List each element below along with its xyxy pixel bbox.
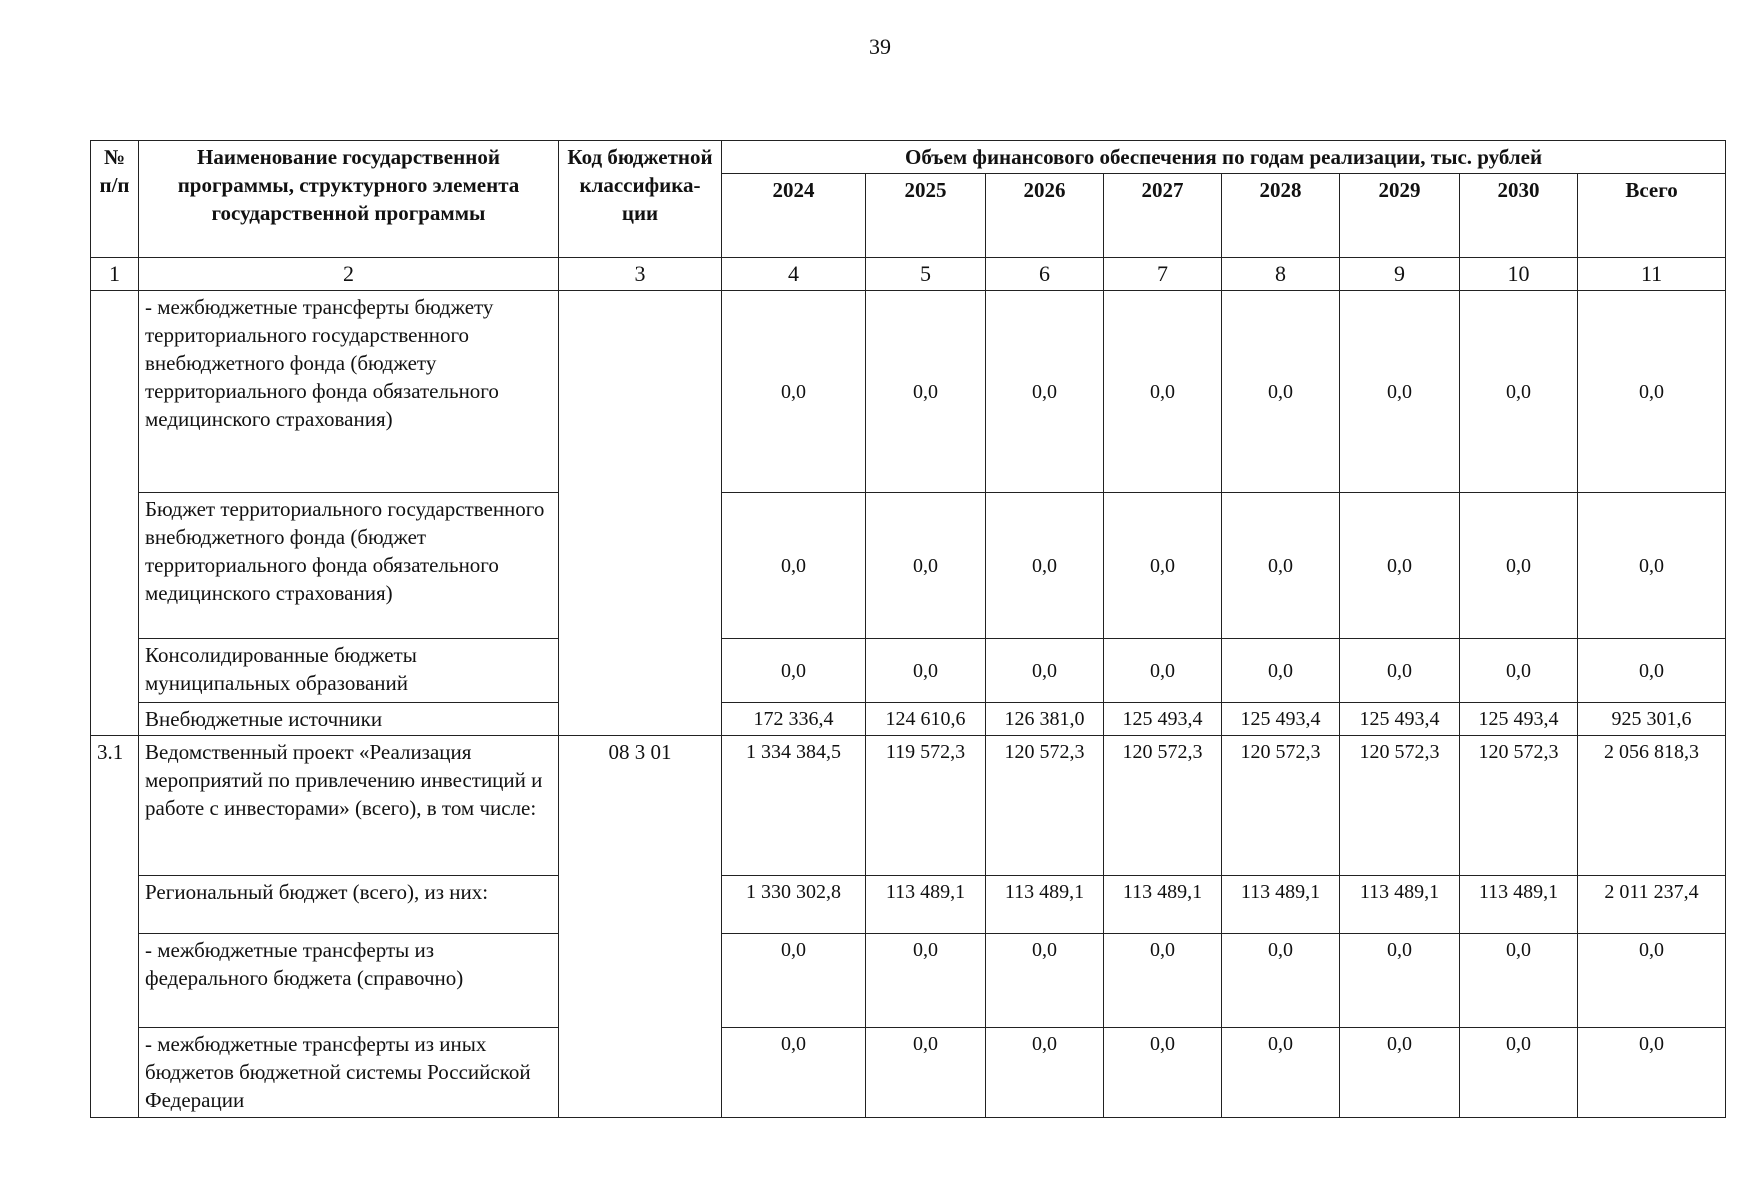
value-cell: 0,0 [722, 493, 866, 639]
row-name: Ведомственный проект «Реализация мероприятий по привлечению инвестиций и работе с инвесторами» (всего), в том числе: [139, 736, 559, 876]
row-num-cell [91, 291, 139, 736]
column-number: 1 [91, 258, 139, 291]
row-code-cell: 08 3 01 [559, 736, 722, 1118]
row-name: Бюджет территориального государственного внебюджетного фонда (бюджет территориального фонда обязательного медицинского страхования) [139, 493, 559, 639]
table-row [91, 934, 1726, 1028]
table-row [91, 736, 1726, 876]
table-row [91, 876, 1726, 934]
row-num-cell: 3.1 [91, 736, 139, 1118]
value-cell: 0,0 [1340, 1028, 1460, 1118]
header-total: Всего [1578, 174, 1726, 258]
table-row [91, 493, 1726, 639]
value-cell: 0,0 [866, 291, 986, 493]
value-cell: 0,0 [1104, 291, 1222, 493]
value-cell: 113 489,1 [1460, 876, 1578, 934]
value-cell: 113 489,1 [866, 876, 986, 934]
value-cell: 0,0 [1460, 493, 1578, 639]
budget-table [90, 140, 1726, 1118]
column-number: 9 [1340, 258, 1460, 291]
header-year: 2025 [866, 174, 986, 258]
value-cell: 0,0 [722, 934, 866, 1028]
header-name: Наименование государственной программы, структурного элемента государственной программы [139, 141, 559, 258]
value-cell: 0,0 [1578, 493, 1726, 639]
column-number: 7 [1104, 258, 1222, 291]
value-cell: 2 056 818,3 [1578, 736, 1726, 876]
value-cell: 0,0 [1222, 291, 1340, 493]
row-name: Консолидированные бюджеты муниципальных образований [139, 639, 559, 703]
header-year: 2028 [1222, 174, 1340, 258]
header-year: 2030 [1460, 174, 1578, 258]
value-cell: 0,0 [1104, 639, 1222, 703]
value-cell: 0,0 [986, 1028, 1104, 1118]
value-cell: 0,0 [1222, 493, 1340, 639]
value-cell: 0,0 [866, 639, 986, 703]
row-name: - межбюджетные трансферты бюджету территориального государственного внебюджетного фонда (бюджету территориального фонда обязательного медицинского страхования) [139, 291, 559, 493]
table-row [91, 703, 1726, 736]
value-cell: 0,0 [1340, 639, 1460, 703]
value-cell: 0,0 [1460, 291, 1578, 493]
value-cell: 0,0 [722, 291, 866, 493]
row-name: - межбюджетные трансферты из федерального бюджета (справочно) [139, 934, 559, 1028]
value-cell: 0,0 [986, 493, 1104, 639]
value-cell: 0,0 [1340, 934, 1460, 1028]
value-cell: 0,0 [722, 639, 866, 703]
value-cell: 113 489,1 [1222, 876, 1340, 934]
value-cell: 0,0 [1340, 493, 1460, 639]
header-year: 2027 [1104, 174, 1222, 258]
value-cell: 0,0 [986, 291, 1104, 493]
header-code: Код бюджетной классифика-ции [559, 141, 722, 258]
column-number: 5 [866, 258, 986, 291]
header-num: № п/п [91, 141, 139, 258]
value-cell: 0,0 [1578, 639, 1726, 703]
column-number: 4 [722, 258, 866, 291]
value-cell: 120 572,3 [1222, 736, 1340, 876]
value-cell: 119 572,3 [866, 736, 986, 876]
row-code-cell [559, 291, 722, 736]
table-row [91, 639, 1726, 703]
row-name: Региональный бюджет (всего), из них: [139, 876, 559, 934]
value-cell: 0,0 [1104, 1028, 1222, 1118]
value-cell: 1 330 302,8 [722, 876, 866, 934]
value-cell: 124 610,6 [866, 703, 986, 736]
value-cell: 1 334 384,5 [722, 736, 866, 876]
column-number: 3 [559, 258, 722, 291]
column-number: 6 [986, 258, 1104, 291]
value-cell: 120 572,3 [1340, 736, 1460, 876]
row-name: - межбюджетные трансферты из иных бюджетов бюджетной системы Российской Федерации [139, 1028, 559, 1118]
value-cell: 0,0 [1578, 934, 1726, 1028]
value-cell: 125 493,4 [1340, 703, 1460, 736]
value-cell: 0,0 [866, 934, 986, 1028]
value-cell: 120 572,3 [1460, 736, 1578, 876]
header-row-1 [91, 141, 1726, 174]
value-cell: 125 493,4 [1104, 703, 1222, 736]
column-number: 2 [139, 258, 559, 291]
header-volume: Объем финансового обеспечения по годам реализации, тыс. рублей [722, 141, 1726, 174]
value-cell: 0,0 [1222, 639, 1340, 703]
value-cell: 0,0 [1460, 1028, 1578, 1118]
column-number: 11 [1578, 258, 1726, 291]
header-year: 2024 [722, 174, 866, 258]
table-row [91, 291, 1726, 493]
value-cell: 0,0 [986, 934, 1104, 1028]
table-row [91, 1028, 1726, 1118]
value-cell: 2 011 237,4 [1578, 876, 1726, 934]
column-number: 8 [1222, 258, 1340, 291]
value-cell: 0,0 [866, 1028, 986, 1118]
column-number-row [91, 258, 1726, 291]
value-cell: 0,0 [1578, 1028, 1726, 1118]
value-cell: 0,0 [1104, 493, 1222, 639]
row-name: Внебюджетные источники [139, 703, 559, 736]
value-cell: 113 489,1 [1104, 876, 1222, 934]
value-cell: 0,0 [1222, 1028, 1340, 1118]
value-cell: 925 301,6 [1578, 703, 1726, 736]
value-cell: 126 381,0 [986, 703, 1104, 736]
value-cell: 113 489,1 [986, 876, 1104, 934]
page-number: 39 [869, 34, 891, 59]
header-year: 2026 [986, 174, 1104, 258]
value-cell: 0,0 [1578, 291, 1726, 493]
value-cell: 0,0 [722, 1028, 866, 1118]
value-cell: 0,0 [1460, 639, 1578, 703]
value-cell: 0,0 [986, 639, 1104, 703]
value-cell: 0,0 [1222, 934, 1340, 1028]
value-cell: 0,0 [1460, 934, 1578, 1028]
header-year: 2029 [1340, 174, 1460, 258]
value-cell: 113 489,1 [1340, 876, 1460, 934]
column-number: 10 [1460, 258, 1578, 291]
value-cell: 120 572,3 [986, 736, 1104, 876]
value-cell: 0,0 [1104, 934, 1222, 1028]
value-cell: 125 493,4 [1460, 703, 1578, 736]
value-cell: 0,0 [866, 493, 986, 639]
value-cell: 172 336,4 [722, 703, 866, 736]
value-cell: 120 572,3 [1104, 736, 1222, 876]
value-cell: 125 493,4 [1222, 703, 1340, 736]
value-cell: 0,0 [1340, 291, 1460, 493]
